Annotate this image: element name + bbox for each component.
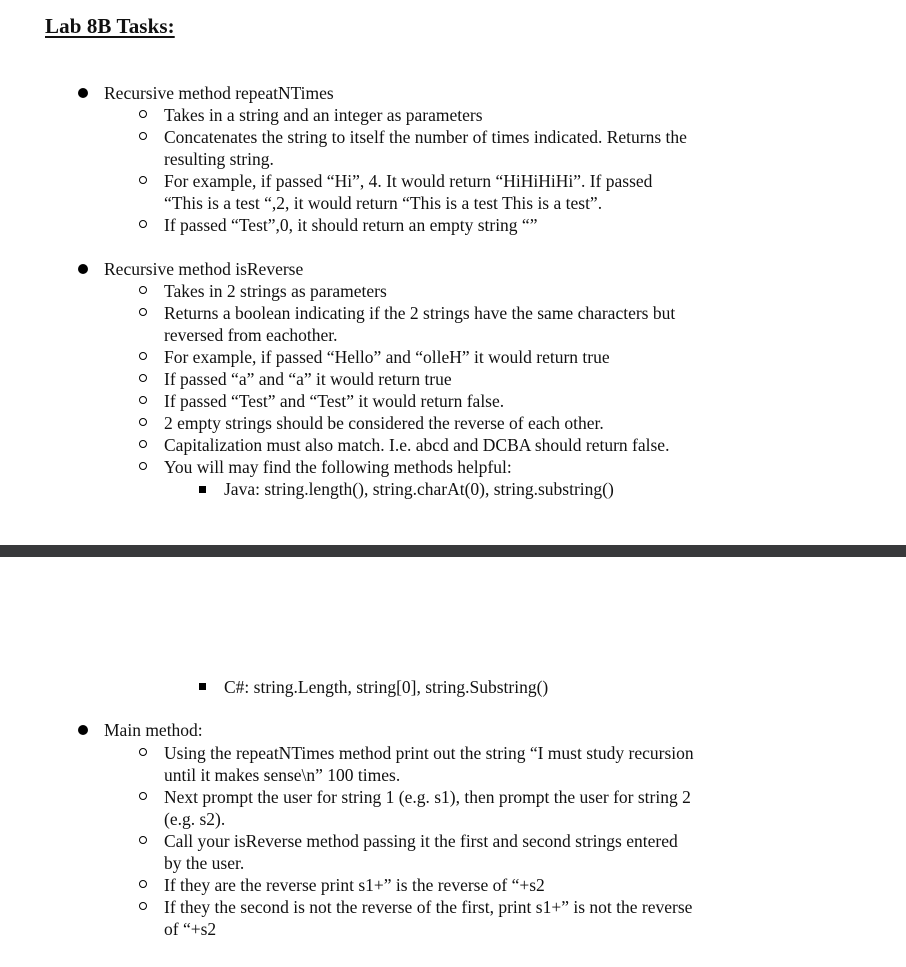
list-item: If they the second is not the reverse of the first, print s1+” is not the reverse xyxy=(164,897,693,917)
list-item-continuation: of “+s2 xyxy=(164,919,217,939)
list-item: Returns a boolean indicating if the 2 strings have the same characters but xyxy=(164,303,676,323)
circle-bullet-icon xyxy=(139,880,147,888)
circle-bullet-icon xyxy=(139,440,147,448)
page-title: Lab 8B Tasks: xyxy=(45,14,175,38)
list-item: If passed “Test” and “Test” it would return false. xyxy=(164,391,505,411)
list-item-continuation: “This is a test “,2, it would return “This is a test This is a test”. xyxy=(164,193,603,213)
list-item: If they are the reverse print s1+” is the reverse of “+s2 xyxy=(164,875,545,895)
square-bullet-icon xyxy=(199,486,206,493)
list-item: If passed “Test”,0, it should return an empty string “” xyxy=(164,215,538,235)
circle-bullet-icon xyxy=(139,308,147,316)
page-divider xyxy=(0,545,906,557)
list-item: Takes in a string and an integer as parameters xyxy=(164,105,483,125)
list-item-continuation: resulting string. xyxy=(164,149,274,169)
circle-bullet-icon xyxy=(139,836,147,844)
list-item-continuation: by the user. xyxy=(164,853,245,873)
list-item: Call your isReverse method passing it the first and second strings entered xyxy=(164,831,678,851)
list-item: Takes in 2 strings as parameters xyxy=(164,281,387,301)
list-item: For example, if passed “Hello” and “olleH” it would return true xyxy=(164,347,610,367)
circle-bullet-icon xyxy=(139,132,147,140)
list-item-continuation: reversed from eachother. xyxy=(164,325,338,345)
circle-bullet-icon xyxy=(139,462,147,470)
section-heading-isReverse: Recursive method isReverse xyxy=(104,259,304,279)
java-methods-item: Java: string.length(), string.charAt(0), string.substring() xyxy=(224,479,614,499)
section-heading-main-method: Main method: xyxy=(104,720,203,740)
square-bullet-icon xyxy=(199,683,206,690)
circle-bullet-icon xyxy=(139,110,147,118)
list-item-continuation: until it makes sense\n” 100 times. xyxy=(164,765,401,785)
circle-bullet-icon xyxy=(139,748,147,756)
csharp-methods-item: C#: string.Length, string[0], string.Substring() xyxy=(224,677,549,697)
list-item: Capitalization must also match. I.e. abcd and DCBA should return false. xyxy=(164,435,670,455)
circle-bullet-icon xyxy=(139,352,147,360)
circle-bullet-icon xyxy=(139,286,147,294)
circle-bullet-icon xyxy=(139,176,147,184)
list-item-continuation: (e.g. s2). xyxy=(164,809,226,829)
bullet-icon xyxy=(78,725,88,735)
circle-bullet-icon xyxy=(139,418,147,426)
circle-bullet-icon xyxy=(139,396,147,404)
list-item: For example, if passed “Hi”, 4. It would return “HiHiHiHi”. If passed xyxy=(164,171,653,191)
list-item: You will may find the following methods helpful: xyxy=(164,457,512,477)
circle-bullet-icon xyxy=(139,902,147,910)
list-item: Next prompt the user for string 1 (e.g. s1), then prompt the user for string 2 xyxy=(164,787,691,807)
list-item: Using the repeatNTimes method print out the string “I must study recursion xyxy=(164,743,694,763)
circle-bullet-icon xyxy=(139,792,147,800)
bullet-icon xyxy=(78,264,88,274)
section-heading-repeatNTimes: Recursive method repeatNTimes xyxy=(104,83,334,103)
bullet-icon xyxy=(78,88,88,98)
list-item: 2 empty strings should be considered the reverse of each other. xyxy=(164,413,604,433)
circle-bullet-icon xyxy=(139,220,147,228)
list-item: If passed “a” and “a” it would return true xyxy=(164,369,452,389)
circle-bullet-icon xyxy=(139,374,147,382)
list-item: Concatenates the string to itself the number of times indicated. Returns the xyxy=(164,127,687,147)
